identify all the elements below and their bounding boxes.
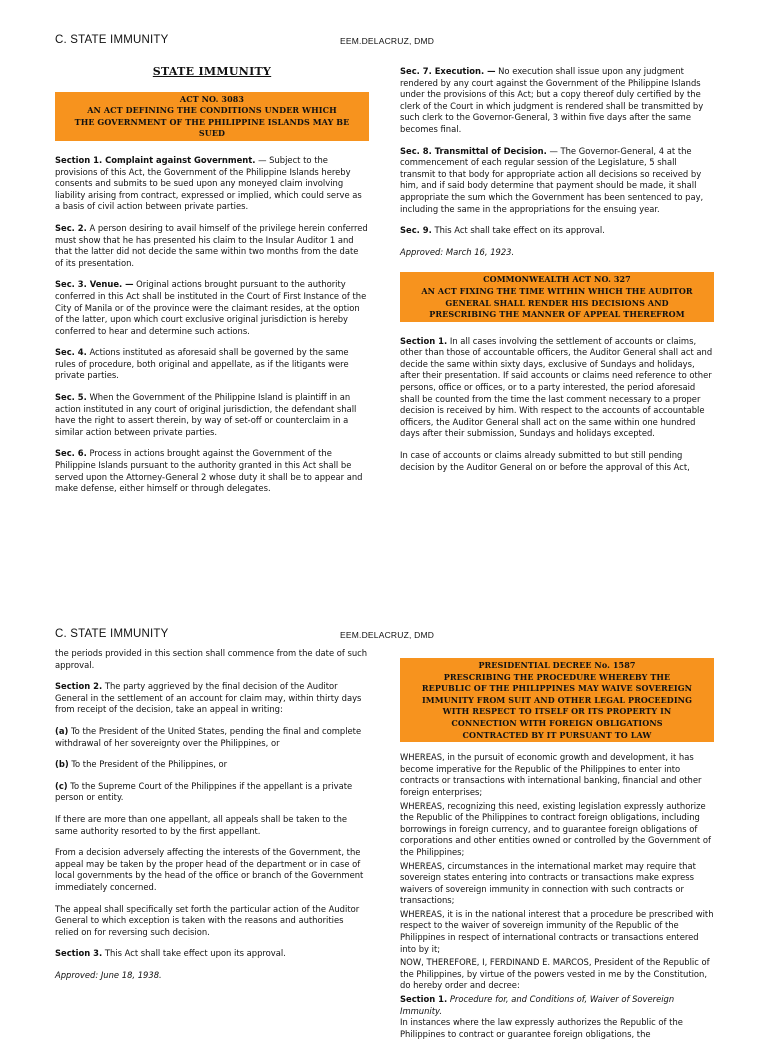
pd-1587-line: REPUBLIC OF THE PHILIPPINES MAY WAIVE SOVEREIGN	[421, 683, 693, 694]
section-text: Original actions brought pursuant to the authority conferred in this Act shall be instituted in the Court of First Instance of the City of Manila or of the province were the claimant resides, at the option of the latter, upon which court exclusive original jurisdiction is hereby conferred to hear and determine such actions.	[55, 279, 367, 336]
pd-1587-line: CONTRACTED BY IT PURSUANT TO LAW	[462, 729, 652, 740]
section-text: Process in actions brought against the Government of the Philippine Islands pursuant to the authority granted in this Act shall be served upon the Attorney-General 2 whose duty it shall be to appear and make defense, either himself or through delegates.	[55, 448, 363, 494]
section-paragraph	[55, 347, 369, 382]
section-paragraph	[55, 814, 369, 837]
page-header-title: C. STATE IMMUNITY	[55, 34, 169, 46]
act-3083-line: AN ACT DEFINING THE CONDITIONS UNDER WHICH	[87, 105, 337, 116]
section-text: Actions instituted as aforesaid shall be governed by the same rules of procedure, both original and appellate, as if the litigants were private parties.	[55, 347, 349, 381]
pd-1587-line: PRESCRIBING THE PROCEDURE WHEREBY THE	[443, 671, 671, 682]
section-text: No execution shall issue upon any judgment rendered by any court against the Government of the Philippine Islands under the provisions of this Act; but a copy thereof duly certified by the clerk of the Court in which judgment is rendered shall be transmitted by such clerk to the Governor-General, 3 within five days after the same becomes final.	[400, 66, 704, 134]
section-text: — Subject to the provisions of this Act, the Government of the Philippine Islands hereby consents and submits to be sued upon any moneyed claim involving liability arising from contract, expressed or implied, which could serve as a basis of civil action between private parties.	[55, 154, 362, 212]
section-paragraph	[55, 448, 369, 494]
section-heading: Section 3.	[55, 948, 103, 959]
act-3083-heading-box	[55, 92, 369, 141]
ca-327-line: PRESCRIBING THE MANNER OF APPEAL THEREFROM	[429, 309, 685, 320]
whereas-clause: NOW, THEREFORE, I, FERDINAND E. MARCOS, President of the Republic of the Philippines, by virtue of the powers vested in me by the Constitution, do hereby order and decree:	[400, 957, 710, 991]
ca-327-line: AN ACT FIXING THE TIME WITHIN WHICH THE AUDITOR	[421, 285, 693, 296]
ca-327-sections	[400, 336, 714, 474]
section-paragraph	[55, 223, 369, 269]
section-heading: Sec. 8. Transmittal of Decision.	[400, 145, 547, 156]
act-3083-sections	[55, 155, 369, 495]
section-paragraph	[55, 847, 369, 893]
section-paragraph	[400, 450, 714, 473]
pd-1587-line: IMMUNITY FROM SUIT AND OTHER LEGAL PROCEEDING	[421, 694, 693, 705]
section-paragraph	[55, 904, 369, 939]
section-text: To the Supreme Court of the Philippines if the appellant is a private person or entity.	[55, 780, 353, 803]
whereas-clause: WHEREAS, recognizing this need, existing legislation expressly authorize the Republic of the Philippines to contract foreign obligations, including borrowings in foreign currency, and to guarantee foreign obligations of corporations and other entities owned or controlled by the Government of the Philippines;	[400, 800, 711, 857]
section-heading: Sec. 2.	[55, 222, 87, 233]
section-heading: Sec. 7. Execution. —	[400, 66, 496, 76]
page-header-author: EEM.DELACRUZ, DMD	[340, 630, 435, 640]
section-heading: Section 1.	[400, 335, 448, 346]
section-text: In instances where the law expressly authorizes the Republic of the Philippines to contract or guarantee foreign obligations, the	[400, 1017, 683, 1039]
pd-1587-line: PRESIDENTIAL DECREE No. 1587	[478, 660, 636, 670]
page-header-author: EEM.DELACRUZ, DMD	[340, 36, 435, 46]
section-text: The party aggrieved by the final decision of the Auditor General in the settlement of an account for claim may, within thirty days from receipt of the decision, take an appeal in writing:	[55, 681, 362, 715]
section-heading: (a)	[55, 725, 69, 736]
section-paragraph	[55, 648, 369, 671]
section-heading: Sec. 3. Venue. —	[55, 279, 134, 290]
section-text: This Act shall take effect on its approval.	[431, 225, 605, 236]
right-column	[400, 66, 714, 483]
approval-date: Approved: March 16, 1923.	[400, 246, 515, 257]
left-column	[55, 66, 369, 505]
section-paragraph	[400, 66, 714, 136]
section-text: A person desiring to avail himself of the privilege herein conferred must show that he has presented his claim to the Insular Auditor 1 and that the latter did not decide the same within two months from the date of its presentation.	[55, 222, 368, 268]
section-title: Procedure for, and Conditions of, Waiver of Sovereign Immunity.	[400, 994, 675, 1016]
section-paragraph	[55, 948, 369, 960]
section-text: To the President of the United States, pending the final and complete withdrawal of her sovereignty over the Philippines, or	[55, 725, 362, 748]
section-paragraph	[55, 759, 369, 771]
section-paragraph	[400, 225, 714, 237]
section-text: In all cases involving the settlement of accounts or claims, other than those of accountable officers, the Auditor General shall act and decide the same within sixty days, exclusive of Sundays and holidays, after their presentation. If said accounts or claims need reference to other persons, office or offices, or to a party interested, the period aforesaid shall be counted from the time the last comment necessary to a proper decision is received by him. With respect to the accounts of accountable officers, the Auditor General shall act on the same within one hundred days after their submission, Sundays and holidays excepted.	[400, 335, 713, 439]
section-text: From a decision adversely affecting the interests of the Government, the appeal may be taken by the proper head of the department or in case of local governments by the head of the office or branch of the Government immediately concerned.	[55, 847, 364, 892]
section-text: — The Governor-General, 4 at the commencement of each regular session of the Legislature, 5 shall transmit to that body for appropriate action all decisions so received by him, and if said body determine that payment should be made, it shall appropriate the sum which the Government has been sentenced to pay, including the same in the appropriations for the ensuing year.	[400, 145, 704, 214]
act-3083-line: THE GOVERNMENT OF THE PHILIPPINE ISLANDS MAY BE	[74, 116, 350, 127]
document-title: STATE IMMUNITY	[152, 65, 272, 78]
whereas-clause: WHEREAS, circumstances in the international market may require that sovereign states entering into contracts or transactions make express waivers of sovereign immunity in connection with such contracts or transactions;	[400, 860, 696, 906]
pd-1587-line: WITH RESPECT TO ITSELF OR ITS PROPERTY IN	[442, 706, 672, 717]
section-paragraph	[55, 726, 369, 749]
right-column	[400, 658, 714, 1042]
section-paragraph	[55, 681, 369, 716]
document-page-2	[0, 590, 768, 1039]
section-heading: Sec. 9.	[400, 225, 432, 236]
section-heading: Sec. 5.	[55, 392, 87, 403]
section-paragraph	[55, 392, 369, 438]
section-paragraph	[400, 146, 714, 216]
section-paragraph	[55, 279, 369, 337]
left-column	[55, 648, 369, 991]
ca-327-line: GENERAL SHALL RENDER HIS DECISIONS AND	[445, 297, 669, 308]
whereas-clause: WHEREAS, in the pursuit of economic growth and development, it has become imperative for the Republic of the Philippines to enter into contracts or transactions with international banking, financial and other foreign enterprises;	[400, 752, 702, 797]
section-paragraph	[400, 994, 714, 1017]
section-heading: Section 1. Complaint against Government.	[55, 154, 256, 165]
section-text: When the Government of the Philippine Island is plaintiff in an action instituted in any court of original jurisdiction, the defendant shall have the right to assert therein, by way of set-off or counterclaim in a similar action between private parties.	[55, 392, 357, 437]
section-text: This Act shall take effect upon its approval.	[102, 948, 286, 959]
section-text: If there are more than one appellant, all appeals shall be taken to the same authority resorted to by the first appellant.	[55, 813, 348, 836]
pd-1587-heading-box	[400, 658, 714, 742]
section-heading: Sec. 6.	[55, 448, 87, 459]
section-text: In case of accounts or claims already submitted to but still pending decision by the Auditor General on or before the approval of this Act,	[400, 450, 690, 472]
section-text: To the President of the Philippines, or	[68, 759, 228, 770]
section-paragraph	[55, 781, 369, 804]
section-heading: Section 2.	[55, 681, 103, 692]
act-3083-line: ACT NO. 3083	[179, 93, 245, 104]
ca-327-heading-box	[400, 272, 714, 321]
section-heading: (c)	[55, 780, 68, 791]
pd-1587-line: CONNECTION WITH FOREIGN OBLIGATIONS	[451, 717, 663, 728]
section-heading: Sec. 4.	[55, 347, 87, 358]
act-3083-line: SUED	[198, 128, 226, 139]
section-paragraph	[400, 336, 714, 440]
section-paragraph	[55, 155, 369, 213]
section-text: the periods provided in this section shall commence from the date of such approval.	[55, 648, 368, 670]
page-header-title: C. STATE IMMUNITY	[55, 628, 169, 640]
section-heading: Section 1.	[400, 994, 448, 1005]
ca-327-line: COMMONWEALTH ACT NO. 327	[483, 274, 631, 285]
section-text: The appeal shall specifically set forth the particular action of the Auditor General to which exception is taken with the reasons and authorities relied on for reversing such decision.	[55, 903, 360, 937]
whereas-clause: WHEREAS, it is in the national interest that a procedure be prescribed with respect to the waiver of sovereign immunity of the Republic of the Philippines in respect of international contracts or transactions entered into by it;	[400, 908, 714, 954]
approval-date: Approved: June 18, 1938.	[55, 969, 162, 980]
section-heading: (b)	[55, 759, 69, 770]
